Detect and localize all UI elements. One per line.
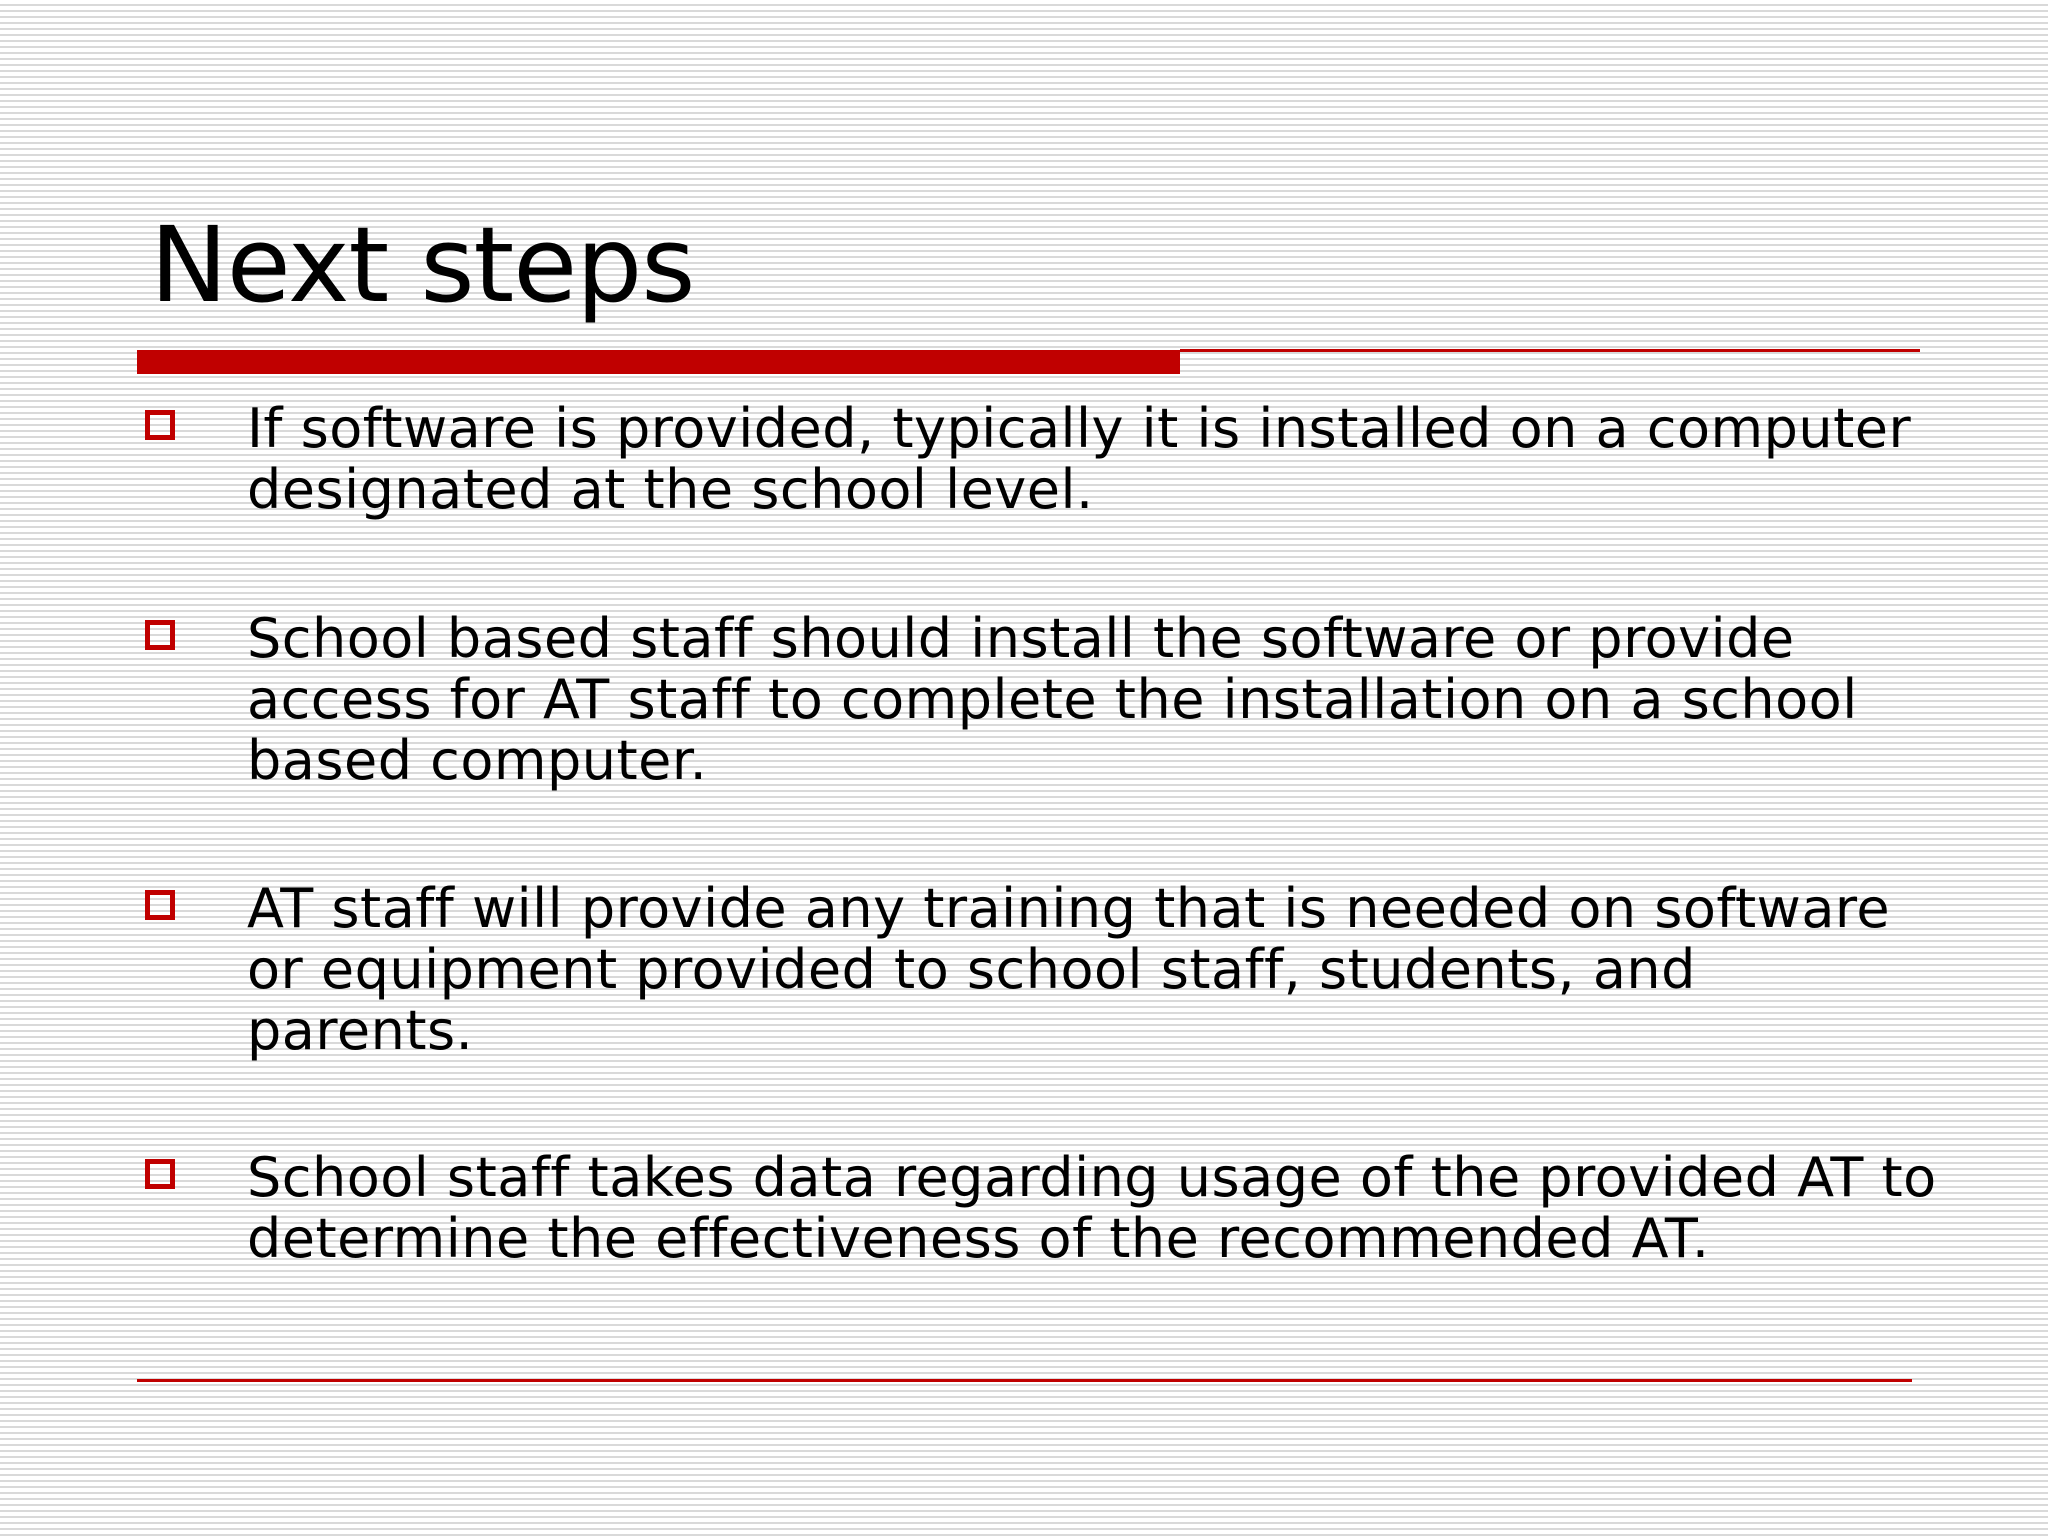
slide-title: Next steps [150,204,695,326]
hollow-square-bullet-icon [145,1159,175,1189]
footer-rule [137,1379,1912,1382]
bullet-text: If software is provided, typically it is installed on a computer designated at the school level. [247,397,1912,521]
bullet-text: School based staff should install the software or provide access for AT staff to complete the installation on a school based computer. [247,607,1858,792]
bullet-text: AT staff will provide any training that is needed on software or equipment provided to school staff, students, and parents. [247,877,1891,1062]
hollow-square-bullet-icon [145,410,175,440]
hollow-square-bullet-icon [145,620,175,650]
hollow-square-bullet-icon [145,890,175,920]
bullet-text: School staff takes data regarding usage of the provided AT to determine the effectiveness of the recommended AT. [247,1146,1937,1270]
